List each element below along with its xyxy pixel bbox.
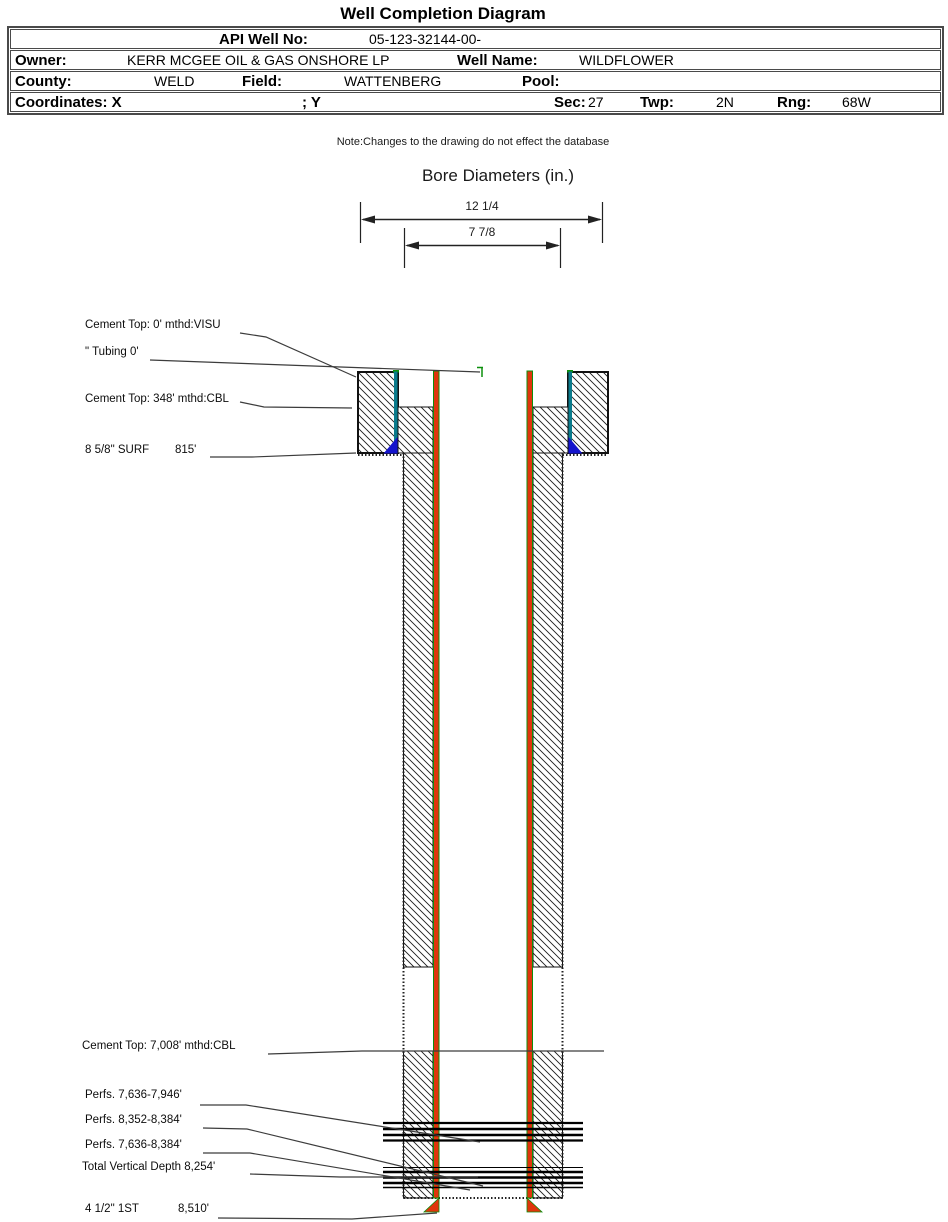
cement-top-348-label: Cement Top: 348' mthd:CBL [85, 393, 229, 405]
leader-cement-top-0 [240, 333, 356, 377]
cement-top-0-label: Cement Top: 0' mthd:VISU [85, 319, 221, 331]
production-casing-size-label: 4 1/2" 1ST [85, 1203, 139, 1215]
coordinates-y-label: ; Y [302, 94, 321, 111]
borehole-dotted-walls [358, 453, 608, 1198]
sec-label: Sec: [554, 94, 586, 111]
twp-value: 2N [716, 94, 734, 110]
leader-production-casing [218, 1213, 437, 1219]
leader-tvd [250, 1174, 478, 1177]
api-well-no-label: API Well No: [219, 31, 308, 48]
tvd-label: Total Vertical Depth 8,254' [82, 1161, 216, 1173]
field-value: WATTENBERG [344, 73, 442, 89]
leader-cement-top-348 [240, 402, 352, 408]
database-note: Note:Changes to the drawing do not effect the database [336, 136, 610, 148]
well-name-label: Well Name: [457, 52, 538, 69]
twp-label: Twp: [640, 94, 674, 111]
sec-value: 27 [588, 94, 604, 110]
inner-bore-diameter-label: 7 7/8 [468, 225, 496, 239]
production-cement-columns [398, 407, 568, 1198]
surface-casing-depth-label: 815' [175, 444, 197, 456]
county-value: WELD [154, 73, 195, 89]
outer-bore-diameter-label: 12 1/4 [465, 199, 499, 213]
surface-casing-size-label: 8 5/8" SURF [85, 444, 150, 456]
production-casing-depth-label: 8,510' [178, 1203, 209, 1215]
field-label: Field: [242, 73, 282, 90]
production-casing-shoes [424, 1198, 542, 1212]
rng-label: Rng: [777, 94, 812, 111]
county-label: County: [15, 73, 72, 90]
bore-diameters-title: Bore Diameters (in.) [421, 166, 575, 185]
well-name-value: WILDFLOWER [579, 52, 674, 68]
dimension-7-7-8 [405, 228, 561, 268]
coordinates-label: Coordinates: X [15, 94, 122, 111]
perfs-1-label: Perfs. 7,636-7,946' [85, 1089, 182, 1101]
perfs-2-label: Perfs. 8,352-8,384' [85, 1114, 182, 1126]
page-title: Well Completion Diagram [340, 4, 546, 23]
rng-value: 68W [842, 94, 871, 110]
leader-surface-casing [210, 453, 356, 457]
production-casing-lines [434, 371, 533, 1198]
dimension-12-1-4 [361, 202, 603, 243]
leader-tubing [150, 360, 480, 372]
pool-label: Pool: [522, 73, 560, 90]
owner-value: KERR MCGEE OIL & GAS ONSHORE LP [127, 52, 390, 68]
tubing-label: " Tubing 0' [85, 346, 139, 358]
cement-top-7008-label: Cement Top: 7,008' mthd:CBL [82, 1040, 236, 1052]
api-well-no-value: 05-123-32144-00- [369, 31, 482, 47]
owner-label: Owner: [15, 52, 67, 69]
perfs-3-label: Perfs. 7,636-8,384' [85, 1139, 182, 1151]
